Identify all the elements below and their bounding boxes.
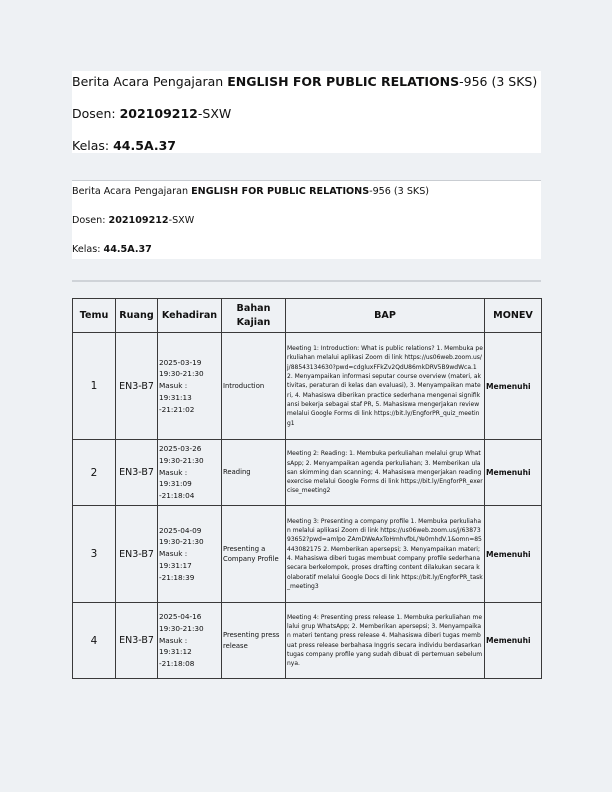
cell-bahan-kajian: Presenting a Company Profile <box>222 506 286 603</box>
kelas-line <box>72 138 176 153</box>
cell-kehadiran: 2025-04-09 19:30-21:30 Masuk : 19:31:17 -21:18:39 <box>158 506 222 603</box>
column-header-bahan-kajian: Bahan Kajian <box>222 299 286 333</box>
document-header-small <box>72 180 541 259</box>
bap-table <box>72 298 542 679</box>
dosen-line <box>72 215 194 226</box>
title-prefix: Berita Acara Pengajaran <box>72 74 228 89</box>
cell-ruang: EN3-B7 <box>116 506 158 603</box>
dosen-code: 202109212 <box>108 215 169 226</box>
title-prefix: Berita Acara Pengajaran <box>72 186 192 197</box>
cell-bap: Meeting 3: Presenting a company profile 1. Membuka perkuliahan melalui aplikasi Zoom di link https://us06web.zoom.us/j/6387393652?pwd=amlpo ZAmDWeAxToHmhvfbL/Ye0mhdV.1&omn=85443082175 2. Memberikan apersepsi; 3. Menyampaikan materi; 4. Mahasiswa diberi tugas membuat company profile sederhana secara berkelompok, proses drafting content dilakukan secara kolaboratif melalui Google Docs di link https://bit.ly/EngforPR_task_meeting3 <box>286 506 485 603</box>
column-header-kehadiran: Kehadiran <box>158 299 222 333</box>
table-row <box>73 333 542 440</box>
cell-bap: Meeting 2: Reading: 1. Membuka perkuliahan melalui grup WhatsApp; 2. Menyampaikan agenda perkuliahan; 3. Memberikan ulasan skimming dan scanning; 4. Mahasiswa mengerjakan reading exercise melalui Google Forms di link https://bit.ly/EngforPR_exercise_meeting2 <box>286 440 485 506</box>
cell-bap: Meeting 4: Presenting press release 1. Membuka perkuliahan melalui grup WhatsApp; 2. Memberikan apersepsi; 3. Menyampaikan materi tentang press release 4. Mahasiswa diberi tugas membuat press release berbahasa Inggris secara individu berdasarkan tugas company profile yang sudah dibuat di pertemuan sebelumnya. <box>286 603 485 679</box>
cell-kehadiran: 2025-04-16 19:30-21:30 Masuk : 19:31:12 -21:18:08 <box>158 603 222 679</box>
cell-monev: Memenuhi <box>485 506 542 603</box>
cell-ruang: EN3-B7 <box>116 603 158 679</box>
cell-temu: 1 <box>73 333 116 440</box>
column-header-monev: MONEV <box>485 299 542 333</box>
section-divider <box>72 280 541 282</box>
cell-bap: Meeting 1: Introduction: What is public relations? 1. Membuka perkuliahan melalui aplikasi Zoom di link https://us06web.zoom.us/j/88543134630?pwd=cdgluxFFkZv2QdU86mkDRV5B9wdWca.1 2. Menyampaikan informasi seputar course overview (materi, aktivitas, peraturan di kelas dan evaluasi), 3. Menyampaikan materi, 4. Mahasiswa diberikan practice sederhana mengenai signifikansi bekerja sebagai staf PR, 5. Mahasiswa mengerjakan review melalui Google Forms di link https://bit.ly/EngforPR_quiz_meeting1 <box>286 333 485 440</box>
kelas-label: Kelas: <box>72 138 114 153</box>
cell-ruang: EN3-B7 <box>116 440 158 506</box>
kelas-line <box>72 244 152 255</box>
dosen-line <box>72 106 231 121</box>
cell-kehadiran: 2025-03-26 19:30-21:30 Masuk : 19:31:09 -21:18:04 <box>158 440 222 506</box>
column-header-ruang: Ruang <box>116 299 158 333</box>
kelas-label: Kelas: <box>72 244 104 255</box>
dosen-label: Dosen: <box>72 215 109 226</box>
dosen-suffix: -SXW <box>168 215 195 226</box>
dosen-suffix: -SXW <box>197 106 232 121</box>
document-header-large <box>72 71 541 153</box>
cell-monev: Memenuhi <box>485 333 542 440</box>
cell-bahan-kajian: Presenting press release <box>222 603 286 679</box>
cell-temu: 2 <box>73 440 116 506</box>
table-row <box>73 440 542 506</box>
course-name: ENGLISH FOR PUBLIC RELATIONS <box>227 74 460 89</box>
cell-temu: 4 <box>73 603 116 679</box>
column-header-bap: BAP <box>286 299 485 333</box>
cell-monev: Memenuhi <box>485 603 542 679</box>
table-header-row <box>73 299 542 333</box>
cell-monev: Memenuhi <box>485 440 542 506</box>
table-row <box>73 506 542 603</box>
cell-bahan-kajian: Reading <box>222 440 286 506</box>
kelas-value: 44.5A.37 <box>113 138 176 153</box>
table-row <box>73 603 542 679</box>
cell-bahan-kajian: Introduction <box>222 333 286 440</box>
cell-ruang: EN3-B7 <box>116 333 158 440</box>
dosen-code: 202109212 <box>119 106 198 121</box>
kelas-value: 44.5A.37 <box>103 244 152 255</box>
cell-temu: 3 <box>73 506 116 603</box>
course-suffix: -956 (3 SKS) <box>459 74 538 89</box>
column-header-temu: Temu <box>73 299 116 333</box>
dosen-label: Dosen: <box>72 106 120 121</box>
cell-kehadiran: 2025-03-19 19:30-21:30 Masuk : 19:31:13 -21:21:02 <box>158 333 222 440</box>
course-suffix: -956 (3 SKS) <box>369 186 430 197</box>
course-title-line <box>72 186 429 197</box>
course-title-line <box>72 74 537 89</box>
course-name: ENGLISH FOR PUBLIC RELATIONS <box>191 186 370 197</box>
